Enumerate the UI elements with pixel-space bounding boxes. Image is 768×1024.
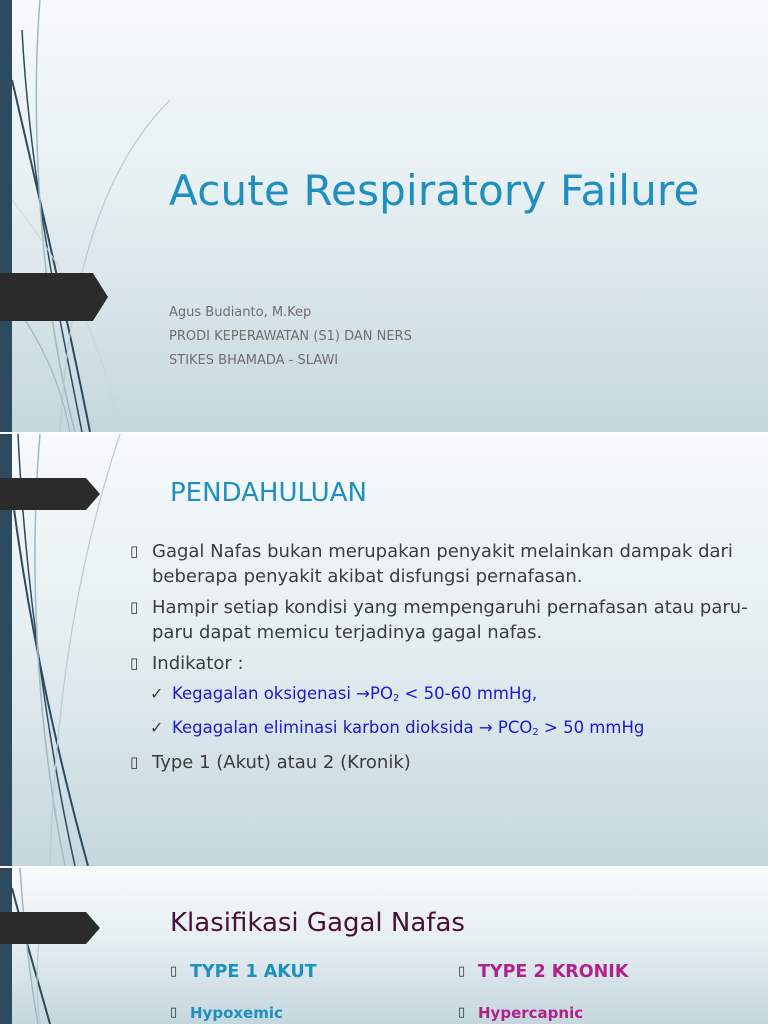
program-name: PRODI KEPERAWATAN (S1) DAN NERS xyxy=(169,329,412,344)
bullet-item xyxy=(130,651,750,676)
classification-slide xyxy=(0,868,768,1024)
type2-column xyxy=(458,960,628,1024)
bullet-marker-icon: ▯ xyxy=(170,1005,178,1020)
indicator-item xyxy=(150,716,750,743)
checkmark-icon: ✓ xyxy=(150,718,164,737)
slide-tab-arrow xyxy=(0,912,100,944)
classification-title: Klasifikasi Gagal Nafas xyxy=(170,908,465,938)
type1-column xyxy=(170,960,317,1024)
bullet-marker-icon: ▯ xyxy=(130,753,139,771)
bullet-marker-icon: ▯ xyxy=(458,1005,466,1020)
indicator-text: Kegagalan oksigenasi $\to PO_2 < 50-60$ mmHg, xyxy=(172,684,538,704)
type1-heading: ▯ TYPE 1 AKUT xyxy=(170,962,317,982)
slide-tab-arrow xyxy=(0,478,100,510)
checkmark-icon: ✓ xyxy=(150,684,164,703)
slide-tab-arrow xyxy=(0,273,108,321)
indicator-text: Kegagalan eliminasi karbon dioksida → $PCO_2 > 50$ mmHg xyxy=(172,718,645,738)
bullet-text: Gagal Nafas bukan merupakan penyakit melainkan dampak dari beberapa penyakit akibat disfungsi pernafasan. xyxy=(152,541,733,587)
presentation-title: Acute Respiratory Failure xyxy=(169,166,700,215)
bullet-item xyxy=(130,595,750,645)
section-title: PENDAHULUAN xyxy=(170,478,367,508)
bullet-marker-icon: ▯ xyxy=(130,654,139,672)
indicator-item xyxy=(150,682,750,709)
type2-subtype: ▯ Hypercapnic xyxy=(458,1004,584,1022)
bullet-text: Indikator : xyxy=(152,653,244,674)
bullet-marker-icon: ▯ xyxy=(130,542,139,560)
bullet-marker-icon: ▯ xyxy=(458,964,466,979)
bullet-marker-icon: ▯ xyxy=(170,964,178,979)
author-name: Agus Budianto, M.Kep xyxy=(169,305,312,320)
introduction-slide xyxy=(0,434,768,866)
type2-heading: ▯ TYPE 2 KRONIK xyxy=(458,962,629,982)
bullet-item xyxy=(130,539,750,589)
bullet-marker-icon: ▯ xyxy=(130,598,139,616)
bullet-item xyxy=(130,750,750,775)
institution-name: STIKES BHAMADA - SLAWI xyxy=(169,353,339,368)
bullet-text: Type 1 (Akut) atau 2 (Kronik) xyxy=(152,752,411,773)
bullet-list xyxy=(130,539,750,781)
bullet-text: Hampir setiap kondisi yang mempengaruhi pernafasan atau paru-paru dapat memicu terjadinya gagal nafas. xyxy=(152,597,748,643)
title-slide xyxy=(0,0,768,432)
type1-subtype: ▯ Hypoxemic xyxy=(170,1004,283,1022)
